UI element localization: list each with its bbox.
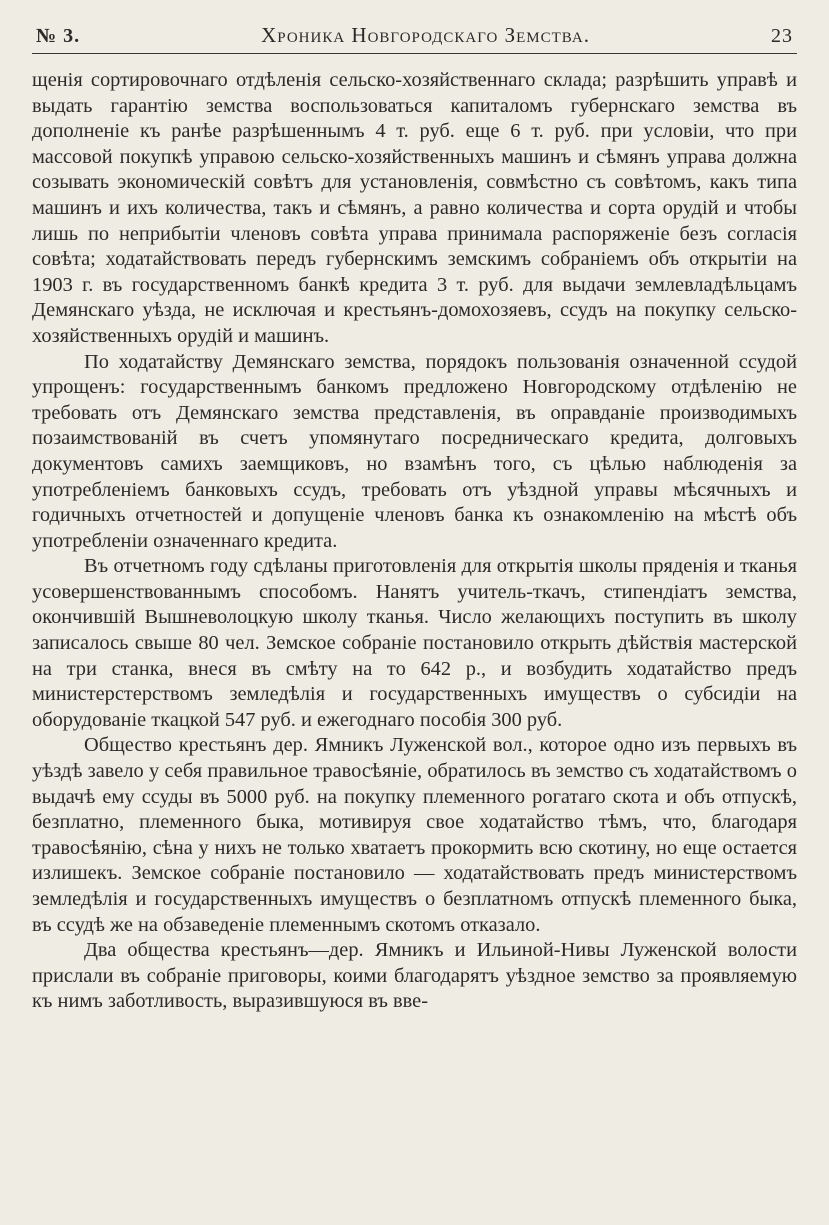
running-header [32, 22, 797, 54]
paragraph: Въ отчетномъ году сдѣланы приготовленія для открытія школы пряденія и тканья усовершенствованнымъ способомъ. Нанятъ учитель-ткачъ, стипендіатъ земства, окончившій Вышневолоцкую школу тканья. Число желающихъ поступить въ школу записалось свыше 80 чел. Земское собраніе постановило открыть дѣйствія мастерской на три станка, внеся въ смѣту на то 642 р., и возбудить ходатайство предъ министерстерствомъ земледѣлія и государственныхъ имуществъ о субсидіи на оборудованіе ткацкой 547 руб. и ежегоднаго пособія 300 руб. [32, 555, 797, 731]
paragraph: Общество крестьянъ дер. Ямникъ Луженской вол., которое одно изъ первыхъ въ уѣздѣ завело у себя правильное травосѣяніе, обратилось въ земство съ ходатайствомъ о выдачѣ ему ссуды въ 5000 руб. на покупку племенного рогатаго скота и объ отпускѣ, безплатно, племенного быка, мотивируя свое ходатайство тѣмъ, что, благодаря травосѣянію, сѣна у нихъ не только хватаетъ прокормить всю скотину, но еще остается излишекъ. Земское собраніе постановило — ходатайствовать предъ министерствомъ земледѣлія и государственныхъ имуществъ о безплатномъ отпускѣ племенного быка, въ ссудѣ же на обзаведеніе племеннымъ скотомъ отказало. [32, 734, 797, 936]
paragraph: Два общества крестьянъ—дер. Ямникъ и Ильиной-Нивы Луженской волости прислали въ собраніе приговоры, коими благодарятъ уѣздное земство за проявляемую къ нимъ заботливость, выразившуюся въ вве- [32, 939, 797, 1013]
page-number: 23 [770, 25, 793, 47]
paragraph: По ходатайству Демянскаго земства, порядокъ пользованія означенной ссудой упрощенъ: государственнымъ банкомъ предложено Новгородскому отдѣленію не требовать отъ Демянскаго земства представленія, въ оправданіе производимыхъ позаимствованій въ счетъ упомянутаго посредническаго кредита, долговыхъ документовъ самихъ заемщиковъ, но взамѣнъ того, съ цѣлью наблюденія за употребленіемъ банковыхъ ссудъ, требовать отъ уѣздной управы мѣсячныхъ и годичныхъ отчетностей и допущеніе членовъ банка къ ознакомленію на мѣстѣ объ употребленіи означеннаго кредита. [32, 350, 797, 552]
issue-number: № 3. [36, 25, 81, 47]
paragraph-continuation: щенія сортировочнаго отдѣленія сельско-хозяйственнаго склада; разрѣшить управѣ и выдать гарантію земства воспользоваться капиталомъ губернскаго земства въ дополненіе къ ранѣе разрѣшеннымъ 4 т. руб. еще 6 т. руб. при условіи, что при массовой покупкѣ управою сельско-хозяйственныхъ машинъ и сѣмянъ управа должна созывать экономическій совѣтъ для установленія, совмѣстно съ совѣтомъ, какъ типа машинъ и ихъ количества, такъ и сѣмянъ, а равно количества и сорта орудій и чтобы лишь по неприбытіи членовъ совѣта управа принимала распоряженіе безъ согласія совѣта; ходатайствовать передъ губернскимъ земскимъ собраніемъ объ открытіи на 1903 г. въ государственномъ банкѣ кредита 3 т. руб. для выдачи землевладѣльцамъ Демянскаго уѣзда, не исключая и крестьянъ-домохозяевъ, ссудъ на покупку сельско-хозяйственныхъ орудій и машинъ. [32, 69, 797, 347]
journal-title: Хроника Новгородскаго Земства. [261, 23, 590, 47]
body-text [32, 68, 797, 1015]
